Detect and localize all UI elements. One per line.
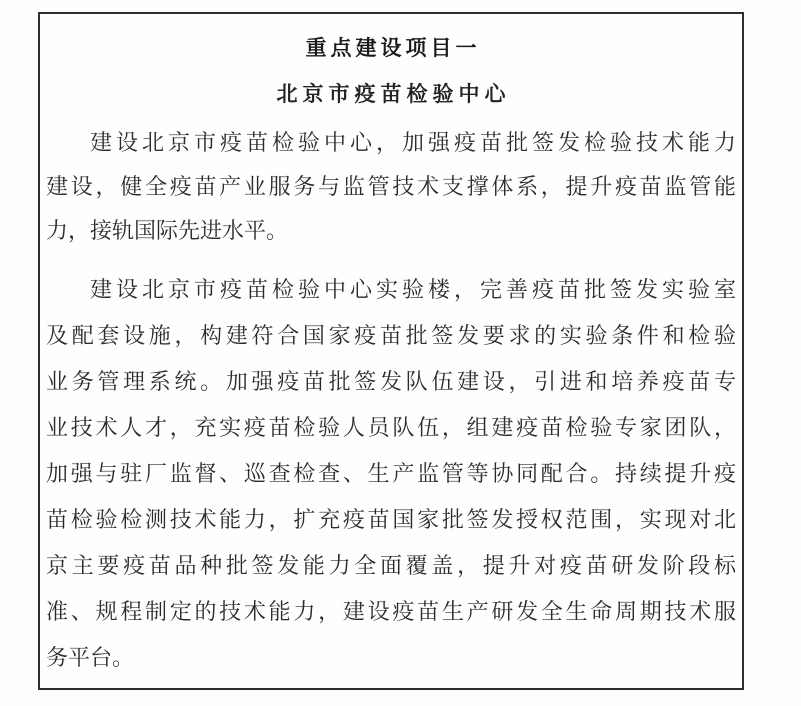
document-border-frame <box>38 12 744 690</box>
text-line: 建设，健全疫苗产业服务与监管技术支撑体系，提升疫苗监管能 <box>46 174 736 199</box>
text-line: 力，接轨国际先进水平。 <box>46 218 289 243</box>
text-line: 京主要疫苗品种批签发能力全面覆盖，提升对疫苗研发阶段标 <box>46 553 736 578</box>
text-line: 准、规程制定的技术能力，建设疫苗生产研发全生命周期技术服 <box>46 599 736 624</box>
paragraph-overview <box>46 121 736 253</box>
text-line: 苗检验检测技术能力，扩充疫苗国家批签发授权范围，实现对北 <box>46 507 736 532</box>
text-line: 业技术人才，充实疫苗检验人员队伍，组建疫苗检验专家团队， <box>46 415 736 440</box>
text-line: 建设北京市疫苗检验中心实验楼，完善疫苗批签发实验室 <box>90 277 736 302</box>
paragraph-details <box>46 267 736 681</box>
text-line: 建设北京市疫苗检验中心，加强疫苗批签发检验技术能力 <box>90 130 736 155</box>
document-subtitle: 北京市疫苗检验中心 <box>276 82 511 106</box>
document-title: 重点建设项目一 <box>305 37 481 60</box>
text-line: 务平台。 <box>46 645 135 670</box>
text-line: 及配套设施，构建符合国家疫苗批签发要求的实验条件和检验 <box>46 323 736 348</box>
text-line: 加强与驻厂监督、巡查检查、生产监管等协同配合。持续提升疫 <box>46 461 736 486</box>
text-line: 业务管理系统。加强疫苗批签发队伍建设，引进和培养疫苗专 <box>46 369 736 394</box>
